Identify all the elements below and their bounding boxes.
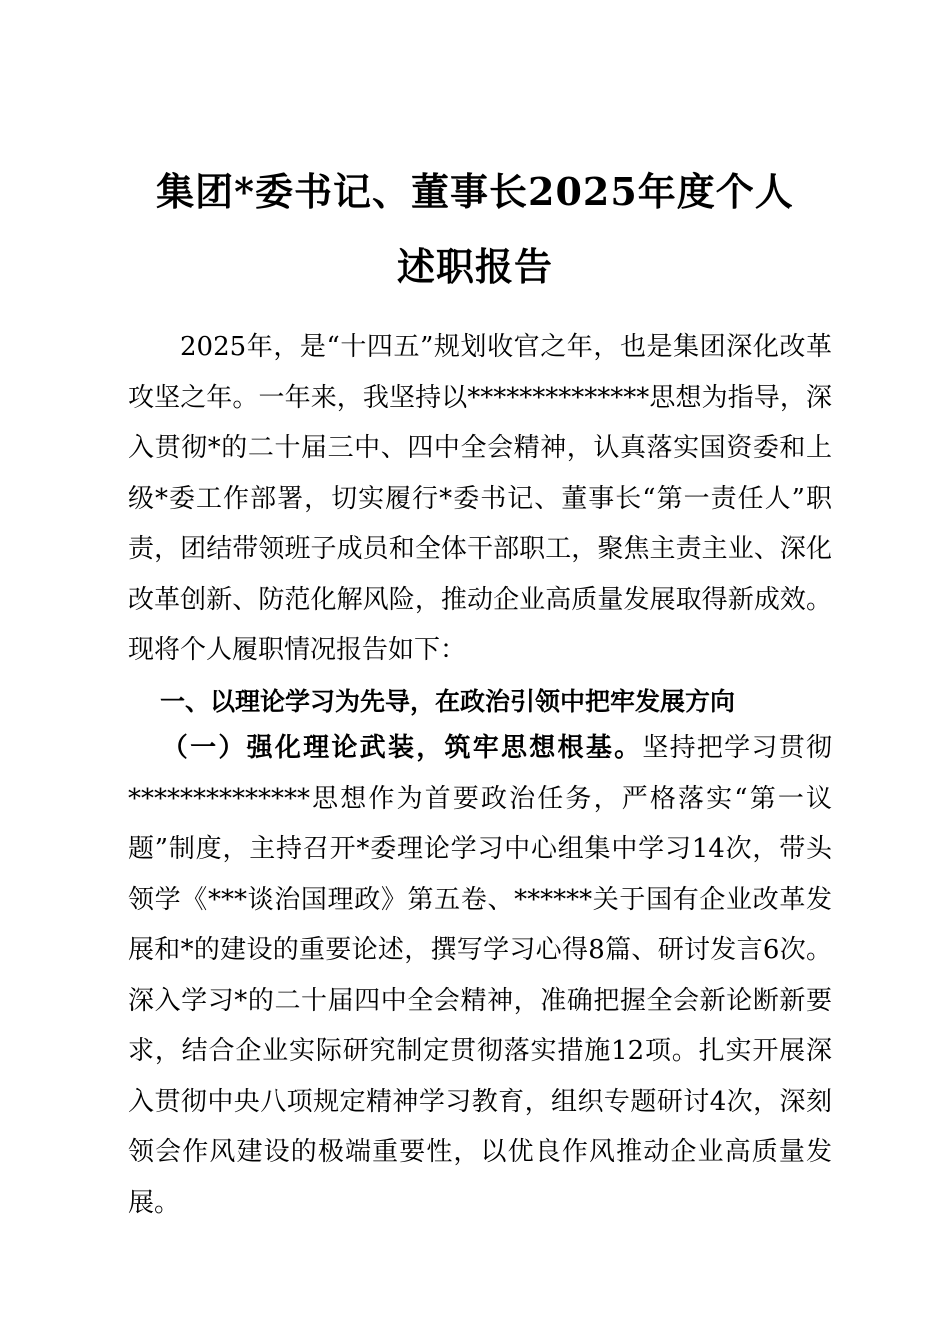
- intro-paragraph: 2025年，是“十四五”规划收官之年，也是集团深化改革攻坚之年。一年来，我坚持以**************思想为指导，深入贯彻*的二十届三中、四中全会精神，认真落实国资委和上级*委工作部署，切实履行*委书记、董事长“第一责任人”职责，团结带领班子成员和全体干部职工，聚焦主责主业、深化改革创新、防范化解风险，推动企业高质量发展取得新成效。现将个人履职情况报告如下：: [128, 332, 832, 665]
- subsection-body: 坚持把学习贯彻**************思想作为首要政治任务，严格落实“第一议题”制度，主持召开*委理论学习中心组集中学习14次，带头领学《***谈治国理政》第五卷、******关于国有企业改革发展和*的建设的重要论述，撰写学习心得8篇、研讨发言6次。深入学习*的二十届四中全会精神，准确把握全会新论断新要求，结合企业实际研究制定贯彻落实措施12项。扎实开展深入贯彻中央八项规定精神学习教育，组织专题研讨4次，深刻领会作风建设的极端重要性，以优良作风推动企业高质量发展。: [128, 733, 832, 1218]
- section-heading: 一、以理论学习为先导，在政治引领中把牢发展方向: [160, 687, 736, 716]
- subsection-lead: （一）强化理论武装，筑牢思想根基。: [161, 733, 643, 763]
- subsection-paragraph: [128, 723, 832, 1228]
- document-title-line-2: 述职报告: [396, 244, 553, 289]
- document-title-line-1: 集团*委书记、董事长2025年度个人: [156, 169, 794, 214]
